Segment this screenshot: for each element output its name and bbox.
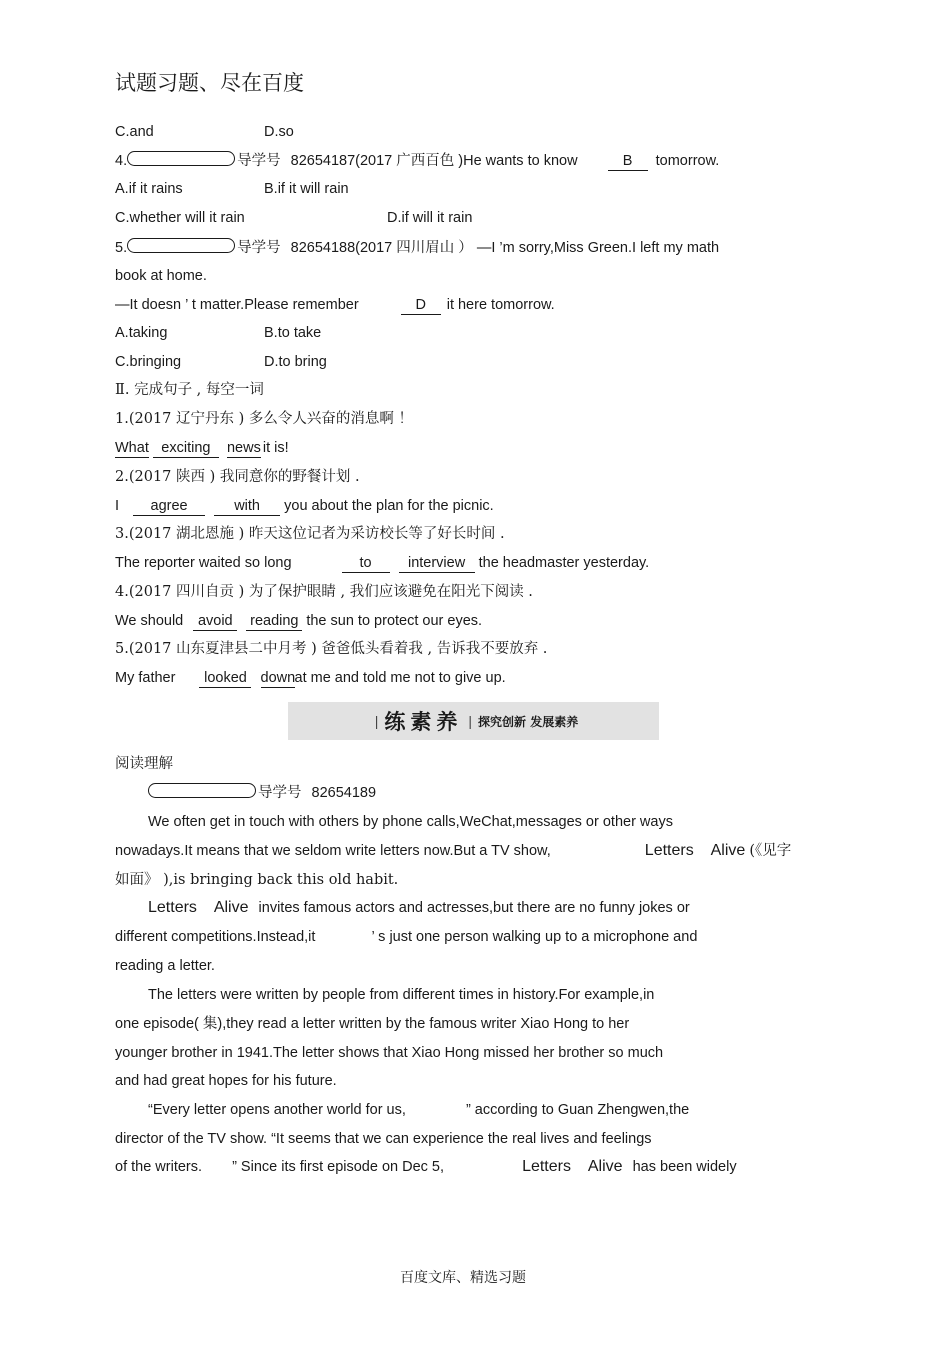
reading-line: and had great hopes for his future. [115,1073,337,1089]
sentence-start: My father [115,670,176,686]
guide-label: 导学号 [237,240,281,256]
item-4-chinese: 4.(2017 四川自贡 ) 为了保护眼睛 , 我们应该避免在阳光下阅读 . [115,584,533,600]
answer-blank: with [214,498,280,516]
answer-blank: agree [133,498,205,516]
option-d: D.to bring [264,354,327,370]
item-3-chinese: 3.(2017 湖北恩施 ) 昨天这位记者为采访校长等了好长时间 . [115,526,505,542]
reading-line [148,1100,689,1120]
option-b: B.if it will rain [264,181,349,197]
reading-line: one episode( 集),they read a letter written by the famous writer Xiao Hong to her [115,1016,630,1032]
guide-id: 82654189 [311,785,377,801]
reading-line: 如面》 ),is bringing back this old habit. [115,872,399,888]
banner-title: 练素养 [384,709,463,734]
line-text: of the writers. [115,1159,203,1175]
line-text: (《见字 [749,843,792,859]
reading-line: The letters were written by people from different times in history.For example,in [148,987,655,1003]
line-text: ” according to Guan Zhengwen,the [465,1102,690,1118]
item-1-chinese: 1.(2017 辽宁丹东 ) 多么令人兴奋的消息啊 ！ [115,411,413,427]
show-title: Letters Alive [644,842,746,859]
option-d: D.so [264,124,294,140]
option-c: C.and [115,124,154,140]
item-2-chinese: 2.(2017 陕西 ) 我同意你的野餐计划 . [115,469,360,485]
option-b: B.to take [264,325,322,341]
show-title: Letters Alive [148,899,249,916]
sentence-start: We should [115,613,184,629]
reading-line: We often get in touch with others by phone calls,WeChat,messages or other ways [148,814,673,830]
option-c: C.bringing [115,354,182,370]
reading-line [115,841,791,861]
answer-blank: down [260,670,296,686]
guide-label: 导学号 [258,785,302,801]
question-number: 5. [115,240,128,256]
sentence-start: The reporter waited so long [115,555,292,571]
reading-title: 阅读理解 [115,756,173,772]
line-text: “Every letter opens another world for us, [148,1102,406,1118]
option-a: A.taking [115,325,168,341]
item-1-english [115,438,289,458]
reply-text: —It doesn ’ t matter.Please remember [115,297,359,313]
item-5-english [115,668,506,688]
page-header: 试题习题、尽在百度 [115,71,304,95]
banner-divider: | [468,713,473,729]
line-text: nowadays.It means that we seldom write letters now.But a TV show, [115,843,551,859]
answer-blank: interview [399,555,475,573]
sentence-tail: the headmaster yesterday. [478,555,650,571]
reading-guide [148,783,376,803]
question-5 [115,238,719,258]
line-text: invites famous actors and actresses,but there are no funny jokes or [258,900,690,916]
line-text: ’ s just one person walking up to a microphone and [371,929,698,945]
dialogue-line: —I ’m sorry,Miss Green.I left my math [476,240,720,256]
page-footer: 百度文库、精选习题 [400,1270,526,1286]
reading-line [115,1157,737,1177]
sentence-start: I [115,498,120,514]
reading-line: reading a letter. [115,958,215,974]
section-title: Ⅱ. 完成句子 , 每空一词 [115,382,264,398]
line-text: ” Since its first episode on Dec 5, [232,1159,445,1175]
question-4 [115,151,719,171]
option-a: A.if it rains [115,181,183,197]
guide-box [127,151,235,166]
section-banner [288,702,659,740]
answer-blank: B [608,153,648,171]
answer-blank: reading [246,613,302,631]
reply-tail: it here tomorrow. [446,297,555,313]
banner-divider: | [374,713,379,729]
show-title: Letters Alive [522,1158,623,1175]
question-number: 4. [115,153,128,169]
sentence-tail: the sun to protect our eyes. [306,613,483,629]
answer-blank: What [115,440,149,456]
answer-blank: looked [199,670,251,688]
dialogue-line-2: book at home. [115,268,207,284]
sentence-tail: you about the plan for the picnic. [284,498,494,514]
question-source: 82654187(2017 广西百色 )He wants to know [290,153,578,169]
question-source: 82654188(2017 四川眉山 ） [290,240,473,256]
answer-blank: to [342,555,390,573]
guide-box [127,238,235,253]
question-tail: tomorrow. [655,153,720,169]
option-d: D.if will it rain [387,210,473,226]
guide-box [148,783,256,798]
item-2-english [115,496,494,516]
answer-blank: exciting [153,440,219,458]
dialogue-reply [115,295,555,315]
sentence-tail: it is! [262,440,289,456]
option-c: C.whether will it rain [115,210,245,226]
reading-line [115,927,697,947]
item-3-english [115,553,649,573]
item-4-english [115,611,482,631]
answer-blank: D [401,297,441,315]
line-text: has been widely [632,1159,737,1175]
reading-line: younger brother in 1941.The letter shows that Xiao Hong missed her brother so much [115,1045,664,1061]
answer-blank: avoid [193,613,237,631]
reading-line [148,898,690,918]
sentence-tail: at me and told me not to give up. [294,670,506,686]
guide-label: 导学号 [237,153,281,169]
reading-line: director of the TV show. “It seems that we can experience the real lives and feelings [115,1131,652,1147]
item-5-chinese: 5.(2017 山东夏津县二中月考 ) 爸爸低头看着我 , 告诉我不要放弃 . [115,641,548,657]
line-text: different competitions.Instead,it [115,929,316,945]
answer-blank: news [226,440,261,456]
banner-subtitle: 探究创新 发展素养 [478,714,579,729]
